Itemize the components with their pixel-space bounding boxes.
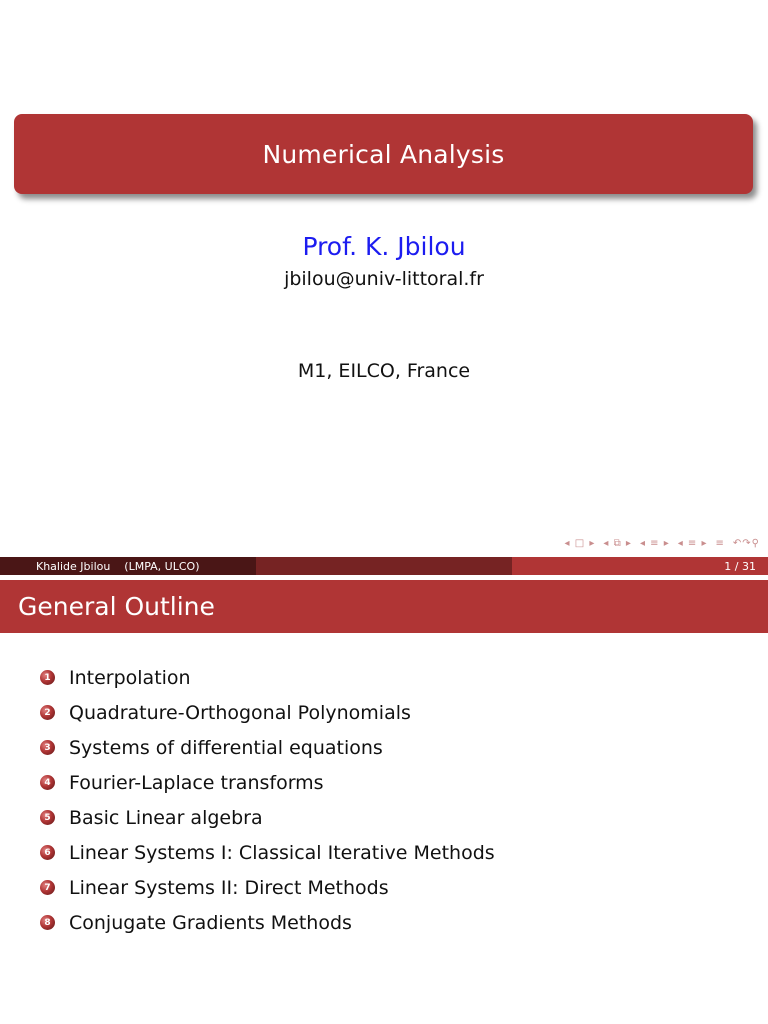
nav-subsection-icon[interactable]: ◂ ≡ ▸	[639, 538, 670, 549]
nav-search-icon[interactable]: ↶↷⚲	[732, 538, 760, 549]
frame-header	[0, 580, 768, 633]
footer-title-block	[256, 557, 512, 575]
nav-first-icon[interactable]: ◂ □ ▸	[564, 538, 596, 549]
list-item	[40, 870, 495, 905]
slide-title: Numerical Analysis	[262, 139, 505, 169]
list-item	[40, 730, 495, 765]
list-item	[40, 765, 495, 800]
footer-page-number: 1 / 31	[512, 557, 768, 575]
numbered-bullet-icon: 7	[40, 880, 55, 895]
affiliation: M1, EILCO, France	[297, 360, 471, 382]
numbered-bullet-icon: 3	[40, 740, 55, 755]
numbered-bullet-icon: 1	[40, 670, 55, 685]
nav-align-icon[interactable]: ≡	[715, 538, 725, 549]
numbered-bullet-icon: 4	[40, 775, 55, 790]
list-item-label: Linear Systems II: Direct Methods	[69, 876, 389, 899]
numbered-bullet-icon: 2	[40, 705, 55, 720]
list-item-label: Fourier-Laplace transforms	[69, 771, 324, 794]
outline-list	[40, 660, 495, 940]
list-item	[40, 835, 495, 870]
frame-title: General Outline	[18, 592, 215, 621]
list-item	[40, 905, 495, 940]
author-email: jbilou@univ-littoral.fr	[284, 268, 484, 290]
slide-footer	[0, 557, 768, 575]
footer-author: Khalide Jbilou (LMPA, ULCO)	[0, 557, 256, 575]
list-item	[40, 695, 495, 730]
list-item-label: Conjugate Gradients Methods	[69, 911, 352, 934]
beamer-navigation	[565, 538, 760, 549]
list-item-label: Basic Linear algebra	[69, 806, 263, 829]
nav-frame-icon[interactable]: ◂ ⧉ ▸	[603, 538, 632, 549]
list-item-label: Quadrature-Orthogonal Polynomials	[69, 701, 411, 724]
list-item-label: Linear Systems I: Classical Iterative Methods	[69, 841, 495, 864]
list-item-label: Interpolation	[69, 666, 191, 689]
numbered-bullet-icon: 6	[40, 845, 55, 860]
numbered-bullet-icon: 5	[40, 810, 55, 825]
list-item-label: Systems of differential equations	[69, 736, 383, 759]
nav-section-icon[interactable]: ◂ ≡ ▸	[677, 538, 708, 549]
list-item	[40, 660, 495, 695]
title-block	[14, 114, 753, 194]
numbered-bullet-icon: 8	[40, 915, 55, 930]
list-item	[40, 800, 495, 835]
author-name: Prof. K. Jbilou	[302, 232, 466, 261]
